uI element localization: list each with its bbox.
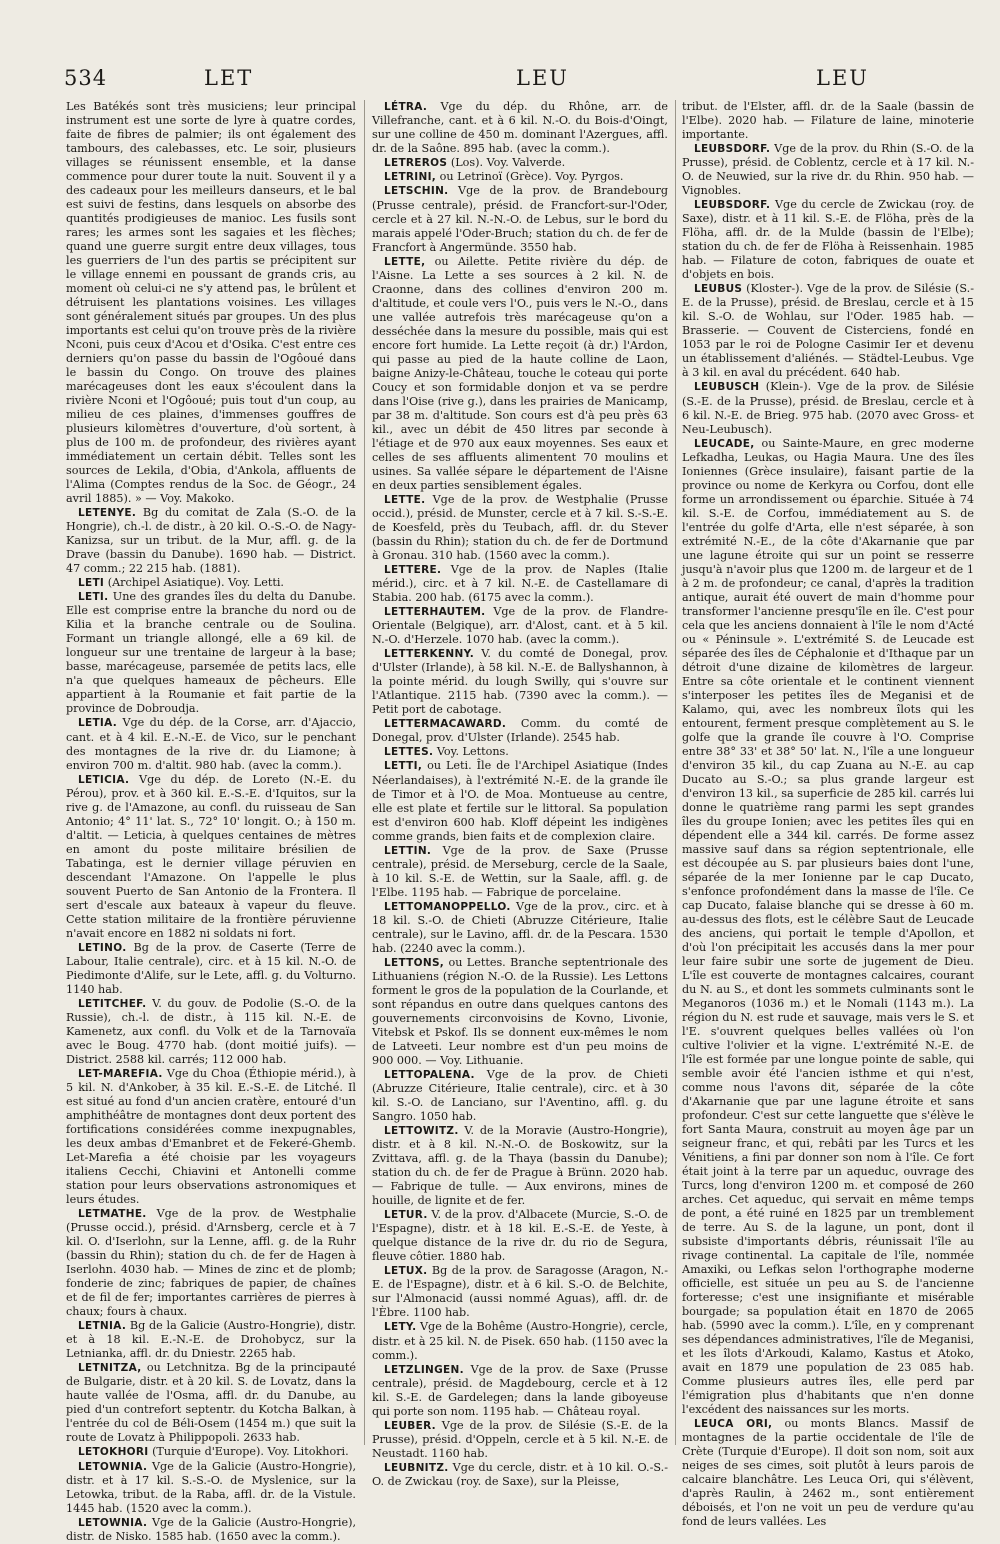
entry-headword: LETUX. <box>384 1265 428 1278</box>
entry-text: Vge de la prov. de Saxe (Prusse centrale), présid. de Merseburg, cercle de la Saale, à 10 kil. S.-E. de Wettin, sur la Saale, affl. g. de l'Elbe. 1195 hab. — Fabrique de porcelaine. <box>372 843 668 899</box>
entry-headword: LEUBSDORF. <box>694 143 771 155</box>
dictionary-entry <box>682 198 974 282</box>
entry-headword: LETICIA. <box>78 773 130 786</box>
dictionary-entry <box>372 156 668 170</box>
dictionary-entry <box>372 956 668 1068</box>
entry-headword: LEUBER. <box>384 1419 436 1432</box>
dictionary-entry <box>372 563 668 605</box>
entry-headword: LETENYE. <box>78 507 137 519</box>
column-middle <box>372 100 669 1488</box>
dictionary-entry <box>372 1124 668 1208</box>
entry-text: (Klein-). Vge de la prov. de Silésie (S.-E. de la Prusse), présid. de Breslau, cercle et à 6 kil. N.-E. de Brieg. 975 hab. (2070 avec Gross- et Neu-Leubusch). <box>682 380 974 436</box>
entry-headword: LETTES. <box>384 746 434 759</box>
dictionary-entry <box>372 1461 668 1489</box>
entry-text: (Archipel Asiatique). Voy. Letti. <box>107 576 284 590</box>
dictionary-entry <box>66 1516 356 1544</box>
dictionary-entry <box>372 255 668 493</box>
entry-text: Vge du dép. de la Corse, arr. d'Ajaccio, cant. et à 4 kil. E.-N.-E. de Vico, sur le penchant des montagnes de la rive dr. du Liamone; à environ 700 m. d'altit. 980 hab. (avec la comm.). <box>66 716 356 772</box>
dictionary-entry <box>66 1460 356 1516</box>
dictionary-entry <box>372 184 668 254</box>
dictionary-entry <box>372 1264 668 1320</box>
dictionary-entry <box>682 437 974 1417</box>
entry-headword: LETNITZA, <box>78 1362 142 1375</box>
entry-text: Vge de la prov. de Brandebourg (Prusse centrale), présid. de Francfort-sur-l'Oder, cercle et à 27 kil. N.-N.-O. de Lebus, sur le bord du marais appelé l'Oder-Bruch; station du ch. de fer de Francfort à Angermünde. 3550 hab. <box>372 184 668 254</box>
entry-text: (Turquie d'Europe). Voy. Litokhori. <box>152 1445 349 1459</box>
dictionary-entry <box>66 1067 356 1207</box>
entry-text: ou Letchnitza. Bg de la principauté de Bulgarie, distr. et à 20 kil. S. de Lovatz, dans la haute vallée de l'Osma, affl. dr. du Danube, au pied d'un contrefort septentr. du Kotcha Balkan, à l'entrée du col de Béli-Osem (1454 m.) que suit la route de Lovatz à Philippopoli. 2633 hab. <box>66 1361 356 1445</box>
entry-headword: LETMATHE. <box>78 1208 147 1220</box>
entry-headword: LETTERKENNY. <box>384 648 475 660</box>
entry-text: V. du comté de Donegal, prov. d'Ulster (Irlande), à 58 kil. N.-E. de Ballyshannon, à la pointe mérid. du lough Swilly, qui s'ouvre sur l'Atlantique. 2115 hab. (7390 avec la comm.). — Petit port de cabotage. <box>372 647 668 717</box>
entry-text: Vge de la prov., circ. et à 18 kil. S.-O. de Chieti (Abruzze Citérieure, Italie centrale), sur le Lavino, affl. dr. de la Pescara. 1530 hab. (2240 avec la comm.). <box>372 899 668 955</box>
entry-text: Vge de la prov. de Flandre-Orientale (Belgique), arr. d'Alost, cant. et à 5 kil. N.-O. d'Herzele. 1070 hab. (avec la comm.). <box>372 604 669 646</box>
entry-headword: LETOWNIA. <box>78 1516 148 1529</box>
entry-text: Bg de la prov. de Saragosse (Aragon, N.-E. de l'Espagne), distr. et à 6 kil. S.-O. de Belchite, sur l'Almonacid (aussi nommé Aguas), affl. dr. de l'Èbre. 1100 hab. <box>372 1264 668 1320</box>
entry-headword: LETTIN. <box>384 844 432 857</box>
entry-headword: LETTE. <box>384 493 426 506</box>
entry-text: ou monts Blancs. Massif de montagnes de la partie occidentale de l'île de Crète (Turquie d'Europe). Il doit son nom, soit aux neiges de ses cimes, soit plutôt à leurs parois de calcaire blanchâtre. Les Leuca Ori, qui s'élèvent, d'après Raulin, à 2462 m., sont entièrement déboisés, et l'on ne voit un peu de verdure qu'au fond de leurs vallées. Les <box>682 1416 974 1528</box>
entry-text: ou Leti. Île de l'Archipel Asiatique (Indes Néerlandaises), à l'extrémité N.-E. de la grande île de Timor et à l'O. de Moa. Montueuse au centre, elle est plate et fertile sur le littoral. Sa population est d'environ 600 hab. Kloff dépeint les indigènes comme grands, bien faits et de complexion claire. <box>372 759 668 843</box>
dictionary-entry <box>372 1363 668 1419</box>
dictionary-entry <box>372 844 668 900</box>
column-left <box>66 100 357 1543</box>
entry-text: Vge du dép. du Rhône, arr. de Villefranche, cant. et à 6 kil. N.-O. du Bois-d'Oingt, sur une colline de 450 m. dominant l'Azergues, affl. dr. de la Saône. 895 hab. (avec la comm.). <box>372 100 669 156</box>
headword-right: LEU <box>816 66 869 90</box>
dictionary-entry <box>66 506 356 576</box>
entry-text: Vge de la prov. de Westphalie (Prusse occid.), présid. de Munster, cercle et à 7 kil. S.-S.-E. de Koesfeld, près du Teubach, affl. dr. du Stever (bassin du Rhin); station du ch. de fer de Dortmund à Gronau. 310 hab. (1560 avec la comm.). <box>372 492 669 562</box>
entry-text: Vge de la prov. du Rhin (S.-O. de la Prusse), présid. de Coblentz, cercle et à 17 kil. N.-O. de Neuwied, sur la rive dr. du Rhin. 950 hab. — Vignobles. <box>682 142 974 198</box>
entry-text: (Los). Voy. Valverde. <box>450 156 566 170</box>
dictionary-entry <box>66 100 356 506</box>
entry-text: Vge de la prov. de Silésie (S.-E. de la Prusse), présid. d'Oppeln, cercle et à 5 kil. N.-E. de Neustadt. 1160 hab. <box>372 1418 668 1460</box>
entry-text: Vge de la Bohême (Austro-Hongrie), cercle, distr. et à 25 kil. N. de Pisek. 650 hab. (1150 avec la comm.). <box>372 1320 668 1362</box>
entry-text: Vge de la prov. de Westphalie (Prusse occid.), présid. d'Arnsberg, cercle et à 7 kil. O. d'Iserlohn, sur la Lenne, affl. g. de la Ruhr (bassin du Rhin); station du ch. de fer de Hagen à Iserlohn. 4030 hab. — Mines de zinc et de plomb; fonderie de zinc; fabriques de papier, de chaînes et de fil de fer; importantes carrières de pierres à chaux; fours à chaux. <box>66 1207 356 1319</box>
headword-left: LET <box>204 66 254 90</box>
entry-headword: LETINO. <box>78 941 127 954</box>
entry-text: Bg de la Galicie (Austro-Hongrie), distr. et à 18 kil. E.-N.-E. de Drohobycz, sur la Letnianka, affl. dr. du Dniestr. 2265 hab. <box>66 1319 356 1361</box>
entry-text: ou Sainte-Maure, en grec moderne Lefkadha, Leukas, ou Hagia Maura. Une des îles Ioniennes (Grèce insulaire), faisant partie de la province ou nome de Kerkyra ou Corfou, dont elle forme un arrondissement ou éparchie. Située à 74 kil. S.-E. de Corfou, immédiatement au S. de l'entrée du golfe d'Arta, elle n'est séparée, à son extrémité N.-E., de la côte d'Akarnanie que par une lagune étroite qui sur un point se resserre jusqu'à n'avoir plus que 1200 m. de largeur et de 1 à 2 m. de profondeur; ce canal, d'après la tradition antique, aurait été ouvert de main d'homme pour transformer l'ancienne presqu'île en île. C'est pour cela que les anciens donnaient à l'île le nom d'Acté ou « Péninsule ». L'extrémité S. de Leucade est séparée des îles de Céphalonie et d'Ithaque par un détroit d'une dizaine de kilomètres de largeur. Entre sa côte orientale et le continent viennent s'interposer les petites îles de Meganisi et de Kalamo, qui, avec les nombreux îlots qui les entourent, ferment presque complètement au S. le golfe que la grande île couvre à l'O. Comprise entre 38° 33' et 38° 50' lat. N., l'île a une longueur d'environ 35 kil., du cap Zuana au N.-E. au cap Ducato au S.-O.; sa plus grande largeur est d'environ 13 kil., sa superficie de 285 kil. carrés lui donne le quatrième rang parmi les sept grandes îles du groupe Ionien; avec les petites îles qui en dépendent elle a 344 kil. carrés. De forme assez massive sauf dans sa région septentrionale, elle est découpée au S. par plusieurs baies dont l'une, séparée de la mer Ionienne par le cap Ducato, s'enfonce profondément dans la masse de l'île. Ce cap Ducato, falaise blanche qui se dresse à 60 m. au-dessus des flots, est le célèbre Saut de Leucade des anciens, qui portait le temple d'Apollon, et d'où l'on précipitait les accusés dans la mer pour leur faire subir une sorte de jugement de Dieu. L'île est couverte de montagnes calcaires, courant du N. au S., et dont les sommets culminants sont le Meganoros (1036 m.) et le Nomali (1143 m.). La région du N. est rude et sauvage, mais vers le S. et l'E. s'ouvrent quelques belles vallées où l'on cultive l'olivier et la vigne. L'extrémité N.-E. de l'île est formée par une longue pointe de sable, qui semble avoir été l'ancien isthme et qui n'est, comme nous l'avons dit, séparée de la côte d'Akarnanie que par une lagune étroite et sans profondeur. C'est sur cette languette que s'élève le fort Santa Maura, construit au moyen âge par un seigneur franc, et qui, rebâti par les Turcs et les Vénitiens, a fini par donner son nom à l'île. Ce fort était joint à la terre par un aqueduc, ouvrage des Turcs, long d'environ 1200 m. et composé de 260 arches. Cet aqueduc, qui servait en même temps de pont, a été ruiné en 1825 par un tremblement de terre. Au S. de la lagune, un pont, dont il subsiste d'importants débris, réunissait l'île au rivage continental. La capitale de l'île, nommée Amaxiki, ou Lefkas selon l'orthographe moderne officielle, est située un peu au S. de l'ancienne forteresse; c'est une insignifiante et misérable bourgade; sa population était en 1870 de 2065 hab. (5990 avec la comm.). L'île, en y comprenant ses dépendances administratives, l'île de Meganisi, et les îlots d'Arkoudi, Kalamo, Kastus et Atoko, avait en 1879 une population de 23 085 hab. Comme plusieurs autres îles, elle perd par l'émigration plus d'habitants que n'en donne l'excédent des naissances sur les morts. <box>682 436 974 1416</box>
entry-headword: LETI <box>78 577 105 590</box>
dictionary-entry <box>66 1319 356 1361</box>
entry-headword: LEUBNITZ. <box>384 1461 449 1474</box>
entry-text: (Kloster-). Vge de la prov. de Silésie (S.-E. de la Prusse), présid. de Breslau, cercle et à 15 kil. S.-O. de Wohlau, sur l'Oder. 1985 hab. — Brasserie. — Couvent de Cisterciens, fondé en 1053 par le roi de Pologne Casimir Ier et devenu un établissement d'aliénés. — Städtel-Leubus. Vge à 3 kil. en aval du précédent. 640 hab. <box>682 282 974 380</box>
entry-headword: LETTOWITZ. <box>384 1125 459 1137</box>
entry-headword: LEUBUSCH <box>694 381 760 394</box>
entry-headword: LETRINI, <box>384 171 437 184</box>
dictionary-entry <box>372 745 668 759</box>
entry-text: Vge du cercle, distr. et à 10 kil. O.-S.-O. de Zwickau (roy. de Saxe), sur la Pleisse, <box>372 1460 668 1488</box>
entry-headword: LETTERMACAWARD. <box>384 718 507 731</box>
entry-text: Voy. Lettons. <box>436 745 509 759</box>
entry-text: Bg de la prov. de Caserte (Terre de Labour, Italie centrale), circ. et à 15 kil. N.-O. de Piedimonte d'Alife, sur le Lete, affl. g. du Volturno. 1140 hab. <box>66 940 356 996</box>
entry-headword: LETUR. <box>384 1209 428 1222</box>
dictionary-entry <box>682 142 974 198</box>
dictionary-entry <box>372 647 668 717</box>
entry-headword: LETTE, <box>384 255 426 268</box>
entry-text: Vge du cercle de Zwickau (roy. de Saxe), distr. et à 11 kil. S.-E. de Flöha, près de la Flöha, affl. dr. de la Mulde (bassin de l'Elbe); station du ch. de fer de Flöha à Reissenhain. 1985 hab. — Filature de coton, fabriques de ouate et d'objets en bois. <box>682 198 975 282</box>
entry-text: Vge de la prov. de Chieti (Abruzze Citérieure, Italie centrale), circ. et à 30 kil. S.-O. de Lanciano, sur l'Aventino, affl. g. du Sangro. 1050 hab. <box>372 1067 668 1123</box>
entry-text: Vge du Choa (Éthiopie mérid.), à 5 kil. N. d'Ankober, à 35 kil. E.-S.-E. de Litché. Il est situé au fond d'un ancien cratère, entouré d'un amphithéâtre de montagnes dont deux portent des fortifications considérées comme inexpugnables, les deux ambas d'Emanbret et de Fekeré-Ghemb. Let-Marefia a été choisie par les voyageurs italiens Cecchi, Chiavini et Antonelli comme station pour leurs observations astronomiques et leurs études. <box>66 1066 356 1206</box>
entry-headword: LETSCHIN. <box>384 185 449 198</box>
entry-headword: LETREROS <box>384 157 448 170</box>
entry-headword: LETITCHEF. <box>78 997 147 1010</box>
entry-text: Vge de la Galicie (Austro-Hongrie), distr. de Nisko. 1585 hab. (1650 avec la comm.). <box>66 1515 357 1543</box>
dictionary-entry <box>372 1068 668 1124</box>
dictionary-entry <box>66 1445 356 1459</box>
entry-headword: LEUBSDORF. <box>694 199 771 212</box>
headword-center: LEU <box>516 66 569 90</box>
column-divider <box>675 100 676 1445</box>
dictionary-entry <box>682 100 974 142</box>
entry-text: V. du gouv. de Podolie (S.-O. de la Russie), ch.-l. de distr., à 115 kil. N.-E. de Kamenetz, aux confl. du Volk et de la Tarnovaïa avec le Boug. 4770 hab. (dont moitié juifs). — District. 2588 kil. carrés; 112 000 hab. <box>66 996 356 1066</box>
dictionary-entry <box>66 997 356 1067</box>
entry-headword: LETTOMANOPPELLO. <box>384 900 511 913</box>
dictionary-entry <box>66 773 356 941</box>
entry-headword: LÉTRA. <box>384 101 428 113</box>
entry-text: Bg du comitat de Zala (S.-O. de la Hongrie), ch.-l. de distr., à 20 kil. O.-S.-O. de Nagy-Kanizsa, sur un tribut. de la Mur, affl. g. de la Drave (bassin du Danube). 1690 hab. — District. 47 comm.; 22 215 hab. (1881). <box>66 506 356 576</box>
running-header <box>64 66 950 96</box>
entry-text: V. de la Moravie (Austro-Hongrie), distr. et à 8 kil. N.-N.-O. de Boskowitz, sur la Zvittava, affl. g. de la Thaya (bassin du Danube); station du ch. de fer de Prague à Brünn. 2020 hab. — Fabrique de tulle. — Aux environs, mines de houille, de lignite et de fer. <box>372 1124 668 1208</box>
entry-text: ou Lettes. Branche septentrionale des Lithuaniens (région N.-O. de la Russie). Les Lettons forment le gros de la population de la Courlande, et sont répandus en outre dans quelques cantons des gouvernements circonvoisins de Kovno, Livonie, Vitebsk et Pskof. Ils se donnent eux-mêmes le nom de Latveeti. Leur nombre est d'un peu moins de 900 000. — Voy. Lithuanie. <box>372 955 668 1067</box>
entry-headword: LETOWNIA. <box>78 1460 148 1473</box>
dictionary-entry <box>66 716 356 772</box>
entry-headword: LET-MAREFIA. <box>78 1067 163 1080</box>
dictionary-entry <box>682 380 974 436</box>
entry-headword: LETTOPALENA. <box>384 1068 475 1081</box>
dictionary-entry <box>372 605 668 647</box>
dictionary-entry <box>682 282 974 380</box>
entry-headword: LETOKHORI <box>78 1446 149 1459</box>
entry-headword: LETZLINGEN. <box>384 1363 464 1376</box>
entry-text: Vge de la prov. de Saxe (Prusse centrale), présid. de Magdebourg, cercle et à 12 kil. S.-E. de Gardelegen; dans la lande giboyeuse qui porte son nom. 1195 hab. — Château royal. <box>372 1362 668 1418</box>
dictionary-entry <box>372 717 668 745</box>
dictionary-entry <box>66 590 356 716</box>
entry-text: Vge de la Galicie (Austro-Hongrie), distr. et à 17 kil. S.-S.-O. de Myslenice, sur la Letowka, tribut. de la Raba, affl. dr. de la Vistule. 1445 hab. (1520 avec la comm.). <box>66 1459 357 1515</box>
dictionary-entry <box>372 1419 668 1461</box>
entry-headword: LETTERHAUTEM. <box>384 605 486 618</box>
entry-text: Une des grandes îles du delta du Danube. Elle est comprise entre la branche du nord ou de Kilia et la branche centrale ou de Soulina. Formant un triangle allongé, elle a 69 kil. de longueur sur une trentaine de largeur à la base; basse, marécageuse, parsemée de petits lacs, elle n'a que quelques hameaux de pêcheurs. Elle appartient à la Roumanie et fait partie de la province de Dobroudja. <box>66 590 356 716</box>
dictionary-entry <box>372 493 668 563</box>
column-divider <box>364 100 365 1445</box>
entry-headword: LEUCA ORI, <box>694 1417 773 1430</box>
entry-headword: LETIA. <box>78 717 118 730</box>
entry-text: Vge de la prov. de Naples (Italie mérid.), circ. et à 7 kil. N.-E. de Castellamare di Stabia. 200 hab. (6175 avec la comm.). <box>372 562 669 604</box>
entry-headword: LETI. <box>78 591 109 604</box>
dictionary-entry <box>372 759 668 843</box>
dictionary-entry <box>372 1320 668 1362</box>
dictionary-entry <box>372 170 668 184</box>
entry-headword: LETTONS, <box>384 956 445 969</box>
entry-headword: LEUBUS <box>694 283 743 296</box>
dictionary-entry <box>372 100 668 156</box>
entry-headword: LETNIA. <box>78 1320 127 1333</box>
dictionary-entry <box>66 1207 356 1319</box>
entry-text: ou Letrinoï (Grèce). Voy. Pyrgos. <box>439 170 624 184</box>
column-right <box>682 100 975 1528</box>
entry-text: V. de la prov. d'Albacete (Murcie, S.-O. de l'Espagne), distr. et à 18 kil. E.-S.-E. de Yeste, à quelque distance de la rive dr. du rio de Segura, fleuve côtier. 1880 hab. <box>372 1208 668 1264</box>
page-number: 534 <box>64 66 108 90</box>
entry-headword: LETTI, <box>384 760 423 773</box>
dictionary-entry <box>66 941 356 997</box>
dictionary-entry <box>682 1417 974 1529</box>
entry-text: Vge du dép. de Loreto (N.-E. du Pérou), prov. et à 360 kil. E.-S.-E. d'Iquitos, sur la rive g. de l'Amazone, au confl. du ruisseau de San Antonio; 4° 11' lat. S., 72° 10' longit. O.; à 150 m. d'altit. — Leticia, à quelques centaines de mètres en amont du poste militaire brésilien de Tabatinga, est le dernier village péruvien en descendant l'Amazone. On l'appelle le plus souvent Puerto de San Antonio de la Frontera. Il sert d'escale aux bateaux à vapeur du fleuve. Cette station militaire de la frontière péruvienne n'avait encore en 1882 ni soldats ni fort. <box>66 772 356 940</box>
dictionary-entry <box>66 1361 356 1445</box>
dictionary-entry <box>372 1208 668 1264</box>
entry-text: Comm. du comté de Donegal, prov. d'Ulster (Irlande). 2545 hab. <box>372 717 668 745</box>
entry-text: Les Batékés sont très musiciens; leur principal instrument est une sorte de lyre à quatre cordes, faite de fibres de palmier; ils ont également des tambours, des calebasses, etc. Le soir, plusieurs villages se réunissent ensemble, et la danse commence pour durer toute la nuit. Souvent il y a des cadeaux pour les meilleurs danseurs, et le bal est suivi de festins, dans lesquels on absorbe des quantités prodigieuses de manioc. Les fusils sont rares; les armes sont les sagaies et les flèches; quand une guerre surgit entre deux villages, tous les guerriers de l'un des partis se précipitent sur le village ennemi en poussant de grands cris, au moment où celui-ci ne s'y attend pas, le brûlent et détruisent les plantations voisines. Les villages sont généralement situés par groupes. Un des plus importants est celui qu'on trouve près de la rivière Nconi, puis ceux d'Acou et d'Osika. C'est entre ces derniers qu'on passe du bassin de l'Ogôoué dans le bassin du Congo. On trouve des plaines marécageuses dont les eaux s'écoulent dans la rivière Nconi et l'Ogôoué; puis tout d'un coup, au milieu de ces plaines, d'immenses gouffres de plusieurs kilomètres d'ouverture, d'où sortent, à plus de 100 m. de profondeur, des rivières ayant immédiatement un certain débit. Telles sont les sources de Lekila, d'Obia, d'Ankola, affluents de l'Alima (Comptes rendus de la Soc. de Géogr., 24 avril 1885). » — Voy. Makoko. <box>66 100 356 505</box>
entry-headword: LETY. <box>384 1321 417 1334</box>
entry-text: ou Ailette. Petite rivière du dép. de l'Aisne. La Lette a ses sources à 2 kil. N. de Craonne, dans des collines d'environ 200 m. d'altitude, et coule vers l'O., puis vers le N.-O., dans une vallée autrefois très marécageuse qu'on a desséchée dans la mesure du possible, mais qui est encore fort humide. La Lette reçoit (à dr.) l'Ardon, qui passe au pied de la haute colline de Laon, baigne Anizy-le-Château, touche le coteau qui porte Coucy et son formidable donjon et va se perdre dans l'Oise (rive g.), dans les prairies de Manicamp, par 38 m. d'altitude. Son cours est d'à peu près 63 kil., avec un débit de 450 litres par seconde à l'étiage et de 970 aux eaux moyennes. Ses eaux et celles de ses affluents alimentent 70 moulins et usines. Sa vallée sépare le département de l'Aisne en deux parties sensiblement égales. <box>372 254 668 492</box>
entry-headword: LEUCADE, <box>694 437 755 450</box>
entry-headword: LETTERE. <box>384 563 442 576</box>
dictionary-entry <box>372 900 668 956</box>
entry-text: tribut. de l'Elster, affl. dr. de la Saale (bassin de l'Elbe). 2020 hab. — Filature de laine, minoterie importante. <box>682 100 974 141</box>
dictionary-entry <box>66 576 356 590</box>
